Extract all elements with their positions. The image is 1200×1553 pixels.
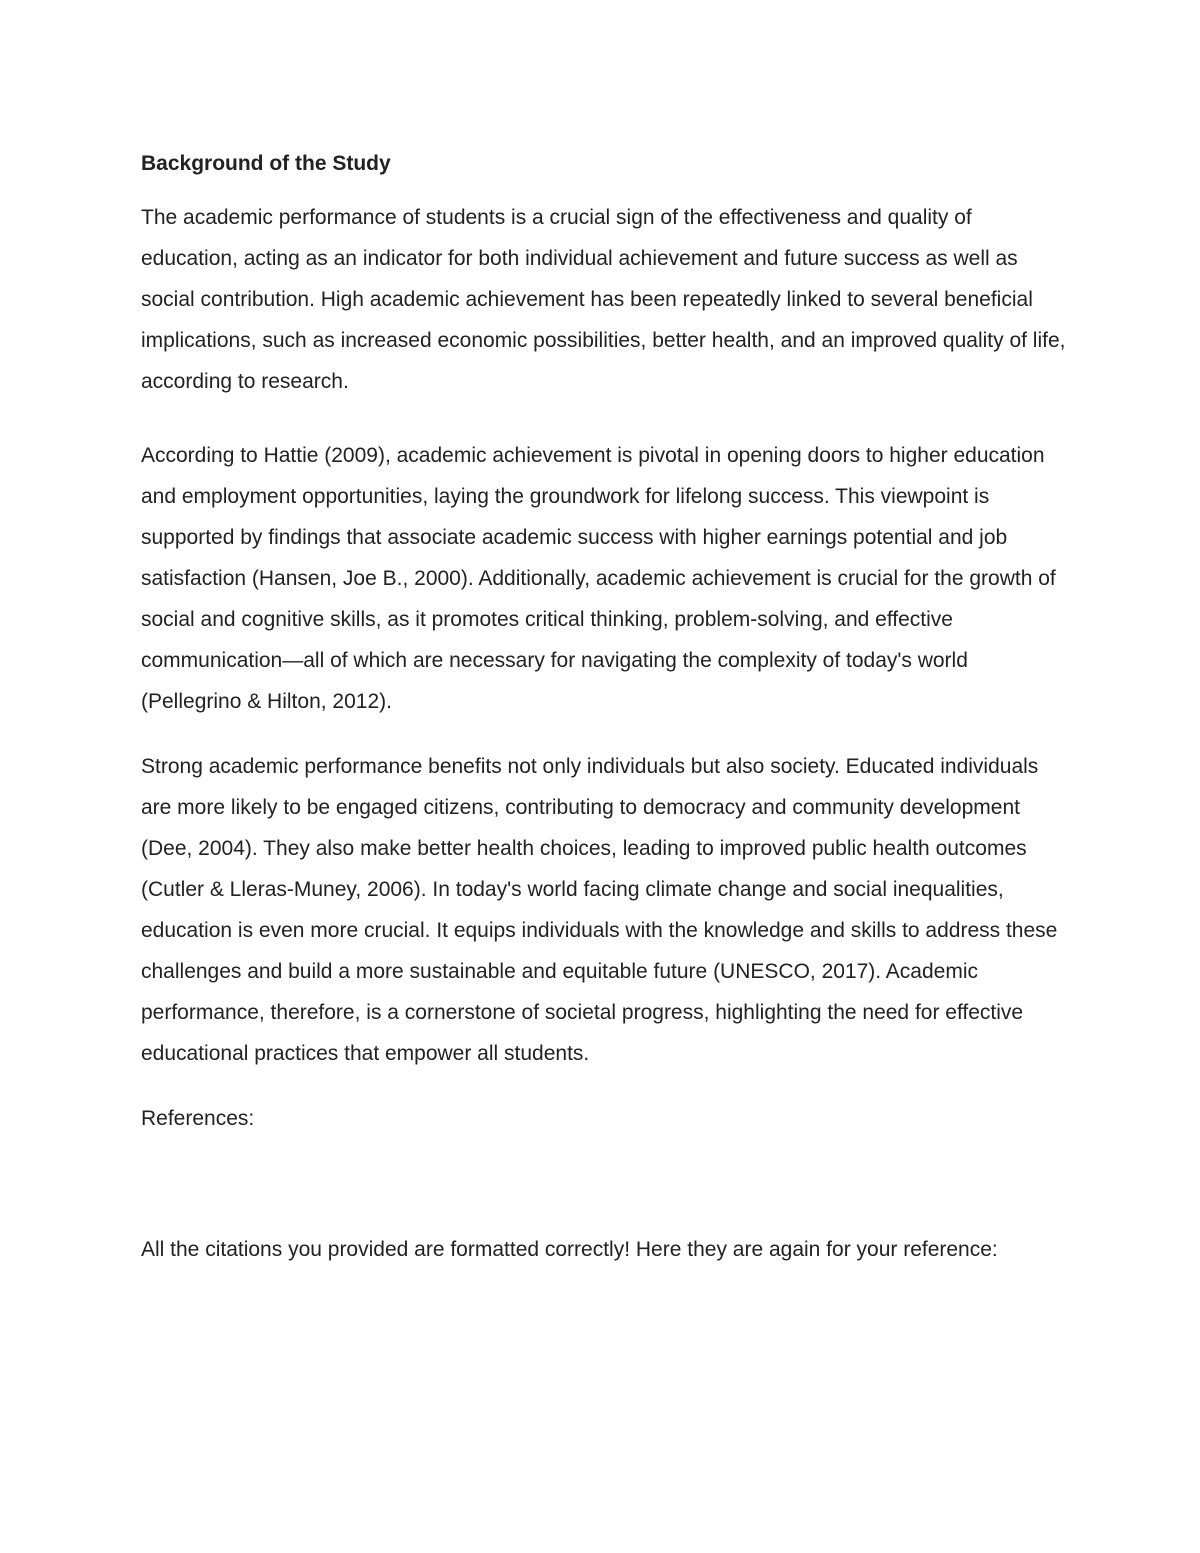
paragraph-2: According to Hattie (2009), academic achievement is pivotal in opening doors to higher education and employment opportunities, laying the groundwork for lifelong success. This viewpoint is supported by findings that associate academic success with higher earnings potential and job satisfaction (Hansen, Joe B., 2000). Additionally, academic achievement is crucial for the growth of social and cognitive skills, as it promotes critical thinking, problem-solving, and effective communication—all of which are necessary for navigating the complexity of today's world (Pellegrino & Hilton, 2012). [141, 444, 1056, 713]
paragraph-1: The academic performance of students is a crucial sign of the effectiveness and quality of education, acting as an indicator for both individual achievement and future success as well as social contribution. High academic achievement has been repeatedly linked to several beneficial implications, such as increased economic possibilities, better health, and an improved quality of life, according to research. [141, 206, 1066, 393]
section-heading: Background of the Study [141, 152, 391, 175]
document-body [141, 148, 1066, 1270]
paragraph-3: Strong academic performance benefits not only individuals but also society. Educated individuals are more likely to be engaged citizens, contributing to democracy and community development (Dee, 2004). They also make better health choices, leading to improved public health outcomes (Cutler & Lleras-Muney, 2006). In today's world facing climate change and social inequalities, education is even more crucial. It equips individuals with the knowledge and skills to address these challenges and build a more sustainable and equitable future (UNESCO, 2017). Academic performance, therefore, is a cornerstone of societal progress, highlighting the need for effective educational practices that empower all students. [141, 755, 1058, 1065]
references-label: References: [141, 1107, 255, 1130]
closing-note: All the citations you provided are formatted correctly! Here they are again for your reference: [141, 1238, 998, 1261]
